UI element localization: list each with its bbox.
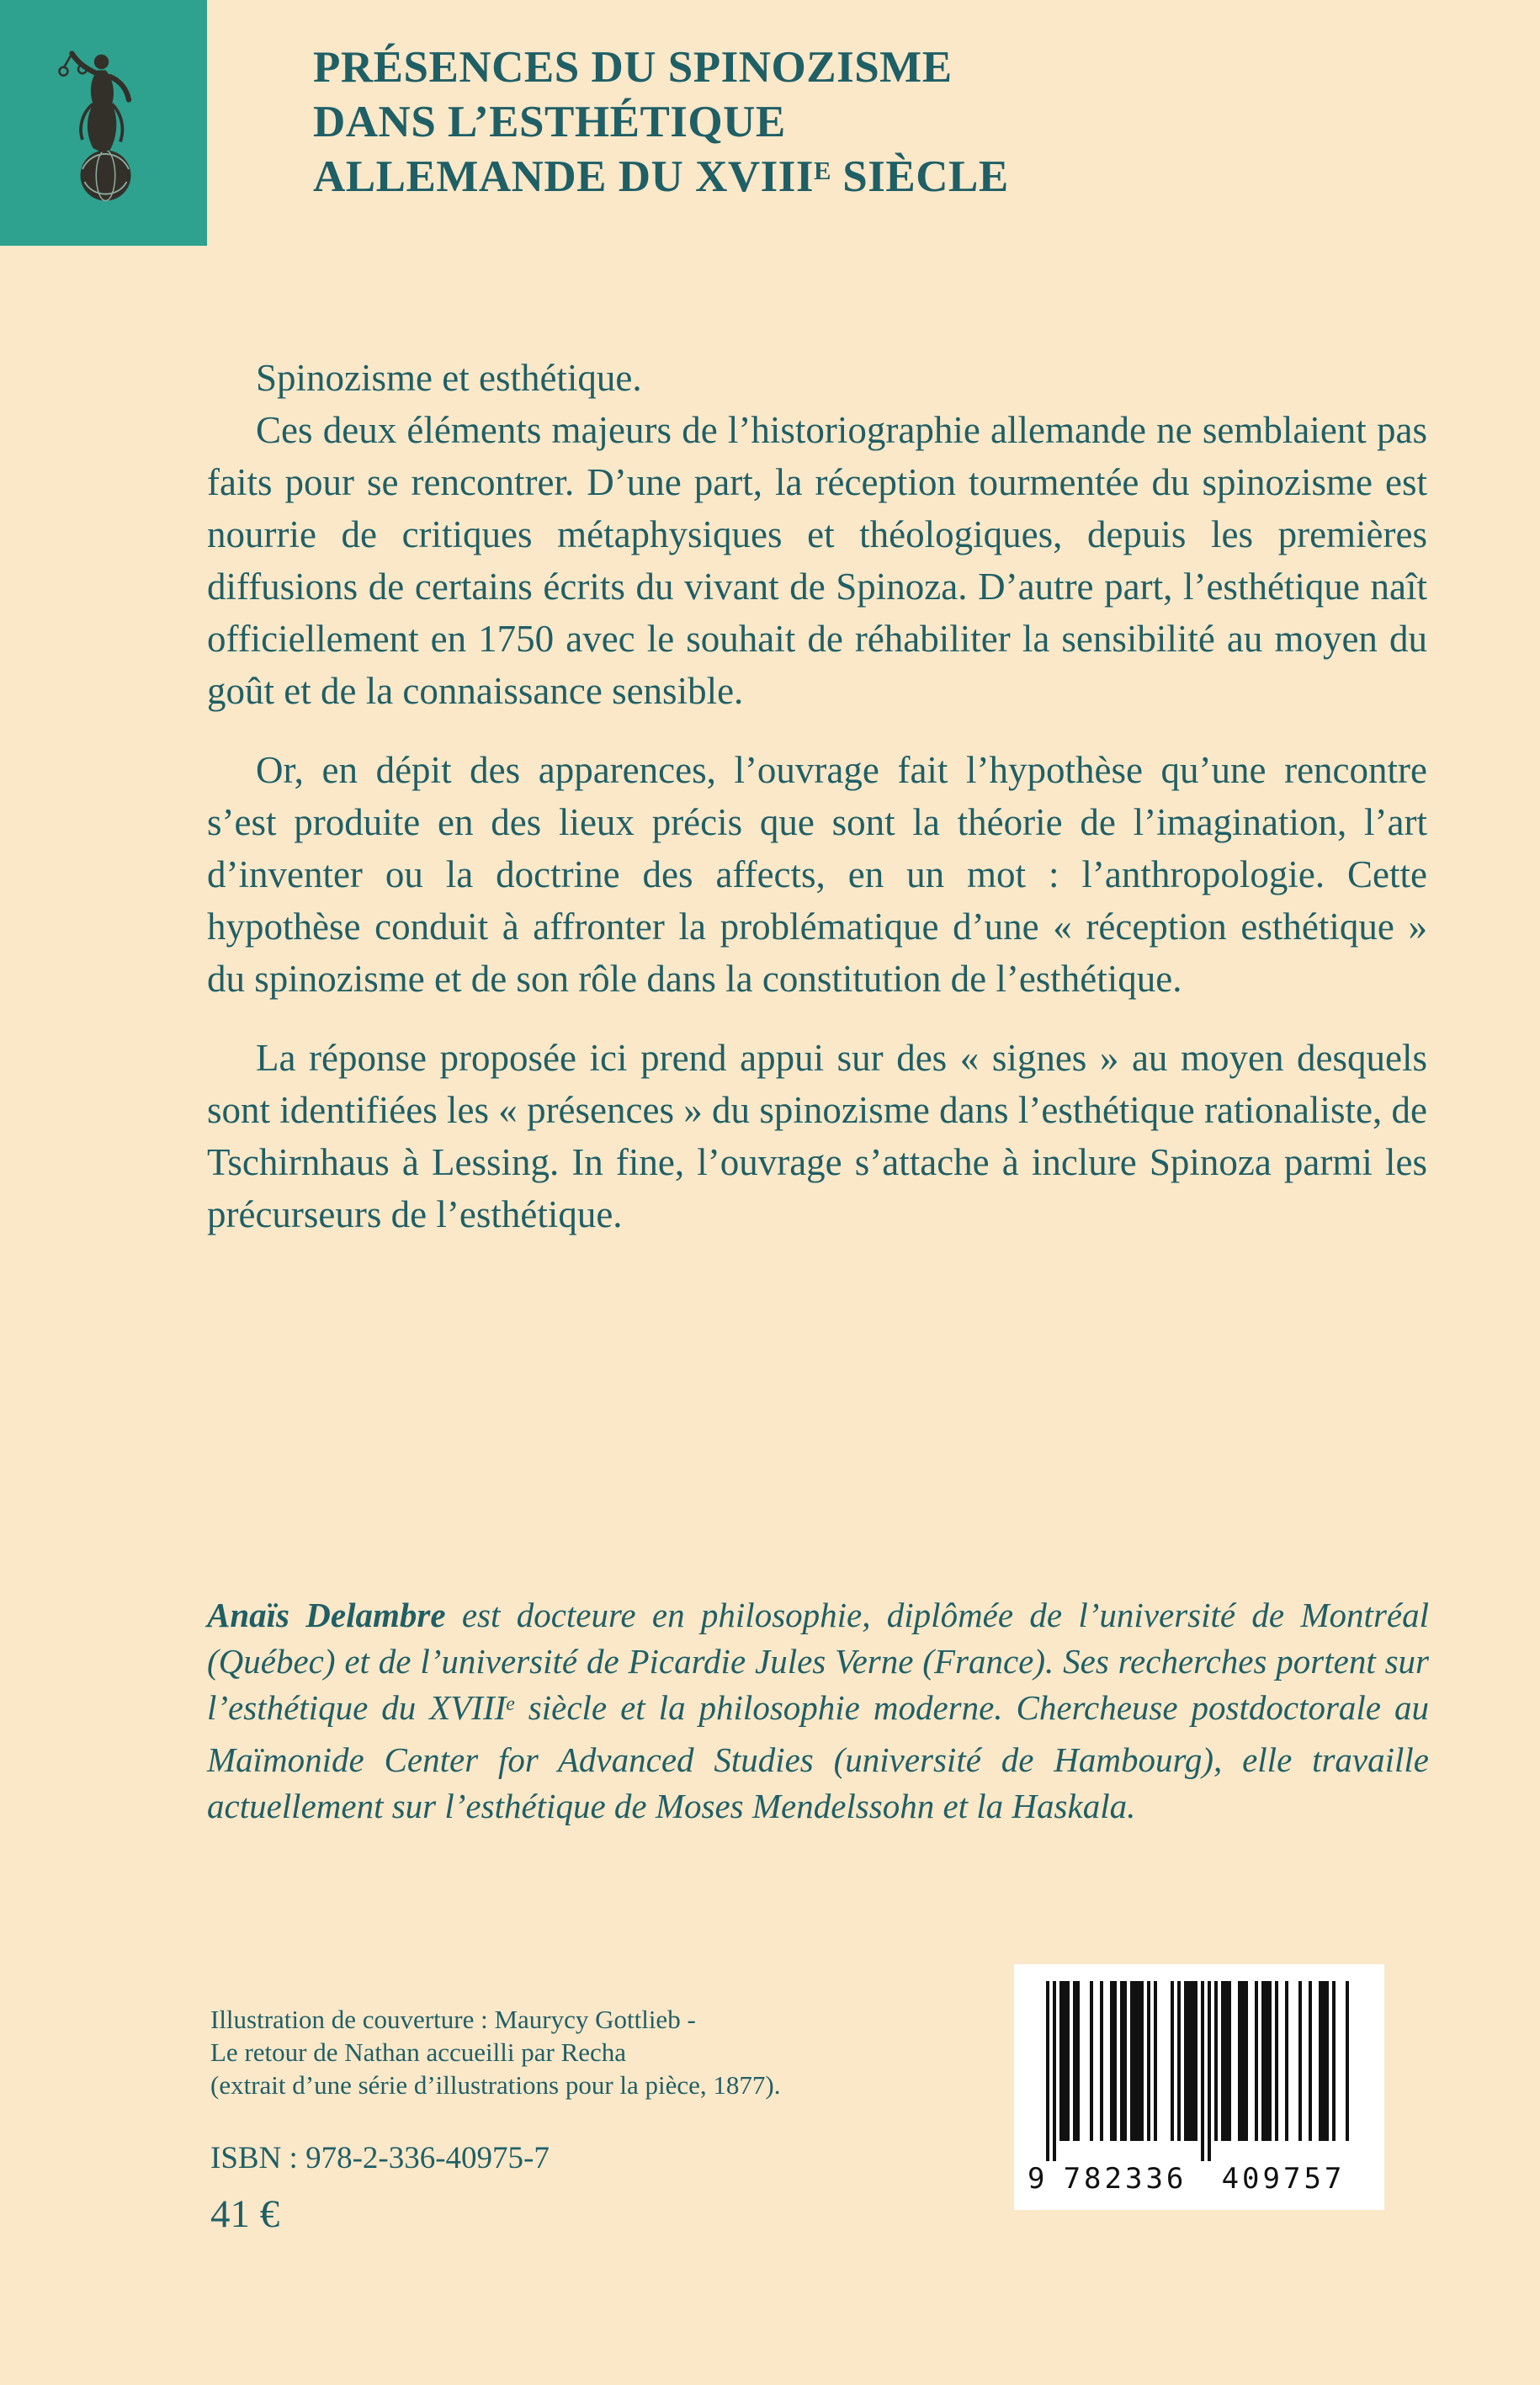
bio-superscript: e — [506, 1693, 515, 1716]
synopsis — [207, 352, 1427, 1240]
book-title-line3: ALLEMANDE DU $XVIII^E$ SIÈCLE — [313, 152, 1009, 201]
isbn: ISBN : 978-2-336-40975-7 — [210, 2141, 550, 2175]
synopsis-intro: Spinozisme et esthétique. — [256, 357, 642, 399]
book-title — [313, 40, 1009, 210]
svg-text:409757: 409757 — [1221, 2162, 1346, 2193]
synopsis-paragraph-3: La réponse proposée ici prend appui sur des « signes » au moyen desquels sont identifiées les « présences » du spinozisme dans l’esthétique rationaliste, de Tschirnhaus à Lessing. In fine, l’ouvrage s’attache à inclure Spinoza parmi les précurseurs de l’esthétique. — [207, 1037, 1427, 1235]
barcode — [1014, 1964, 1384, 2210]
synopsis-paragraph-1: Ces deux éléments majeurs de l’historiographie allemande ne semblaient pas faits pour se rencontrer. D’une part, la réception tourmentée du spinozisme est nourrie de critiques métaphysiques et théologiques, depuis les premières diffusions de certains écrits du vivant de Spinoza. D’autre part, l’esthétique naît officiellement en 1750 avec le souhait de réhabiliter la sensibilité au moyen du goût et de la connaissance sensible. — [207, 409, 1427, 712]
price: 41 € — [210, 2192, 280, 2236]
author-name: Anaïs Delambre — [207, 1596, 446, 1634]
author-bio: Anaïs Delambre est docteure en philosophie, diplômée de l’université de Montréal (Québec) et de l’université de Picardie Jules Verne (France). Ses recherches portent sur l’esthétique du XVIIIe siècle et la philosophie moderne. Chercheuse postdoctorale au Maïmonide Center for Advanced Studies (université de Hambourg), elle travaille actuellement sur l’esthétique de Moses Mendelssohn et la Haskala. — [207, 1596, 1429, 1825]
title-superscript: E — [814, 157, 831, 186]
barcode-bars — [1022, 1981, 1376, 2193]
book-title-line2: DANS L’ESTHÉTIQUE — [313, 98, 786, 146]
illustration-credit-line1: Illustration de couverture : Maurycy Gottlieb - — [210, 2005, 696, 2034]
book-title-line1: PRÉSENCES DU SPINOZISME — [313, 43, 953, 92]
svg-text:9: 9 — [1028, 2162, 1049, 2193]
svg-text:782336: 782336 — [1063, 2162, 1187, 2193]
figure-on-globe-engraving-icon — [40, 39, 167, 207]
illustration-credit-line2: Le retour de Nathan accueilli par Recha — [210, 2037, 627, 2067]
illustration-credit — [210, 2003, 1035, 2101]
publisher-logo-block — [0, 0, 207, 246]
synopsis-paragraph-2: Or, en dépit des apparences, l’ouvrage fait l’hypothèse qu’une rencontre s’est produite en des lieux précis que sont la théorie de l’imagination, l’art d’inventer ou la doctrine des affects, en un mot : l’anthropologie. Cette hypothèse conduit à affronter la problématique d’une « réception esthétique » du spinozisme et de son rôle dans la constitution de l’esthétique. — [207, 749, 1427, 1000]
illustration-credit-line3: (extrait d’une série d’illustrations pour la pièce, 1877). — [210, 2070, 781, 2100]
